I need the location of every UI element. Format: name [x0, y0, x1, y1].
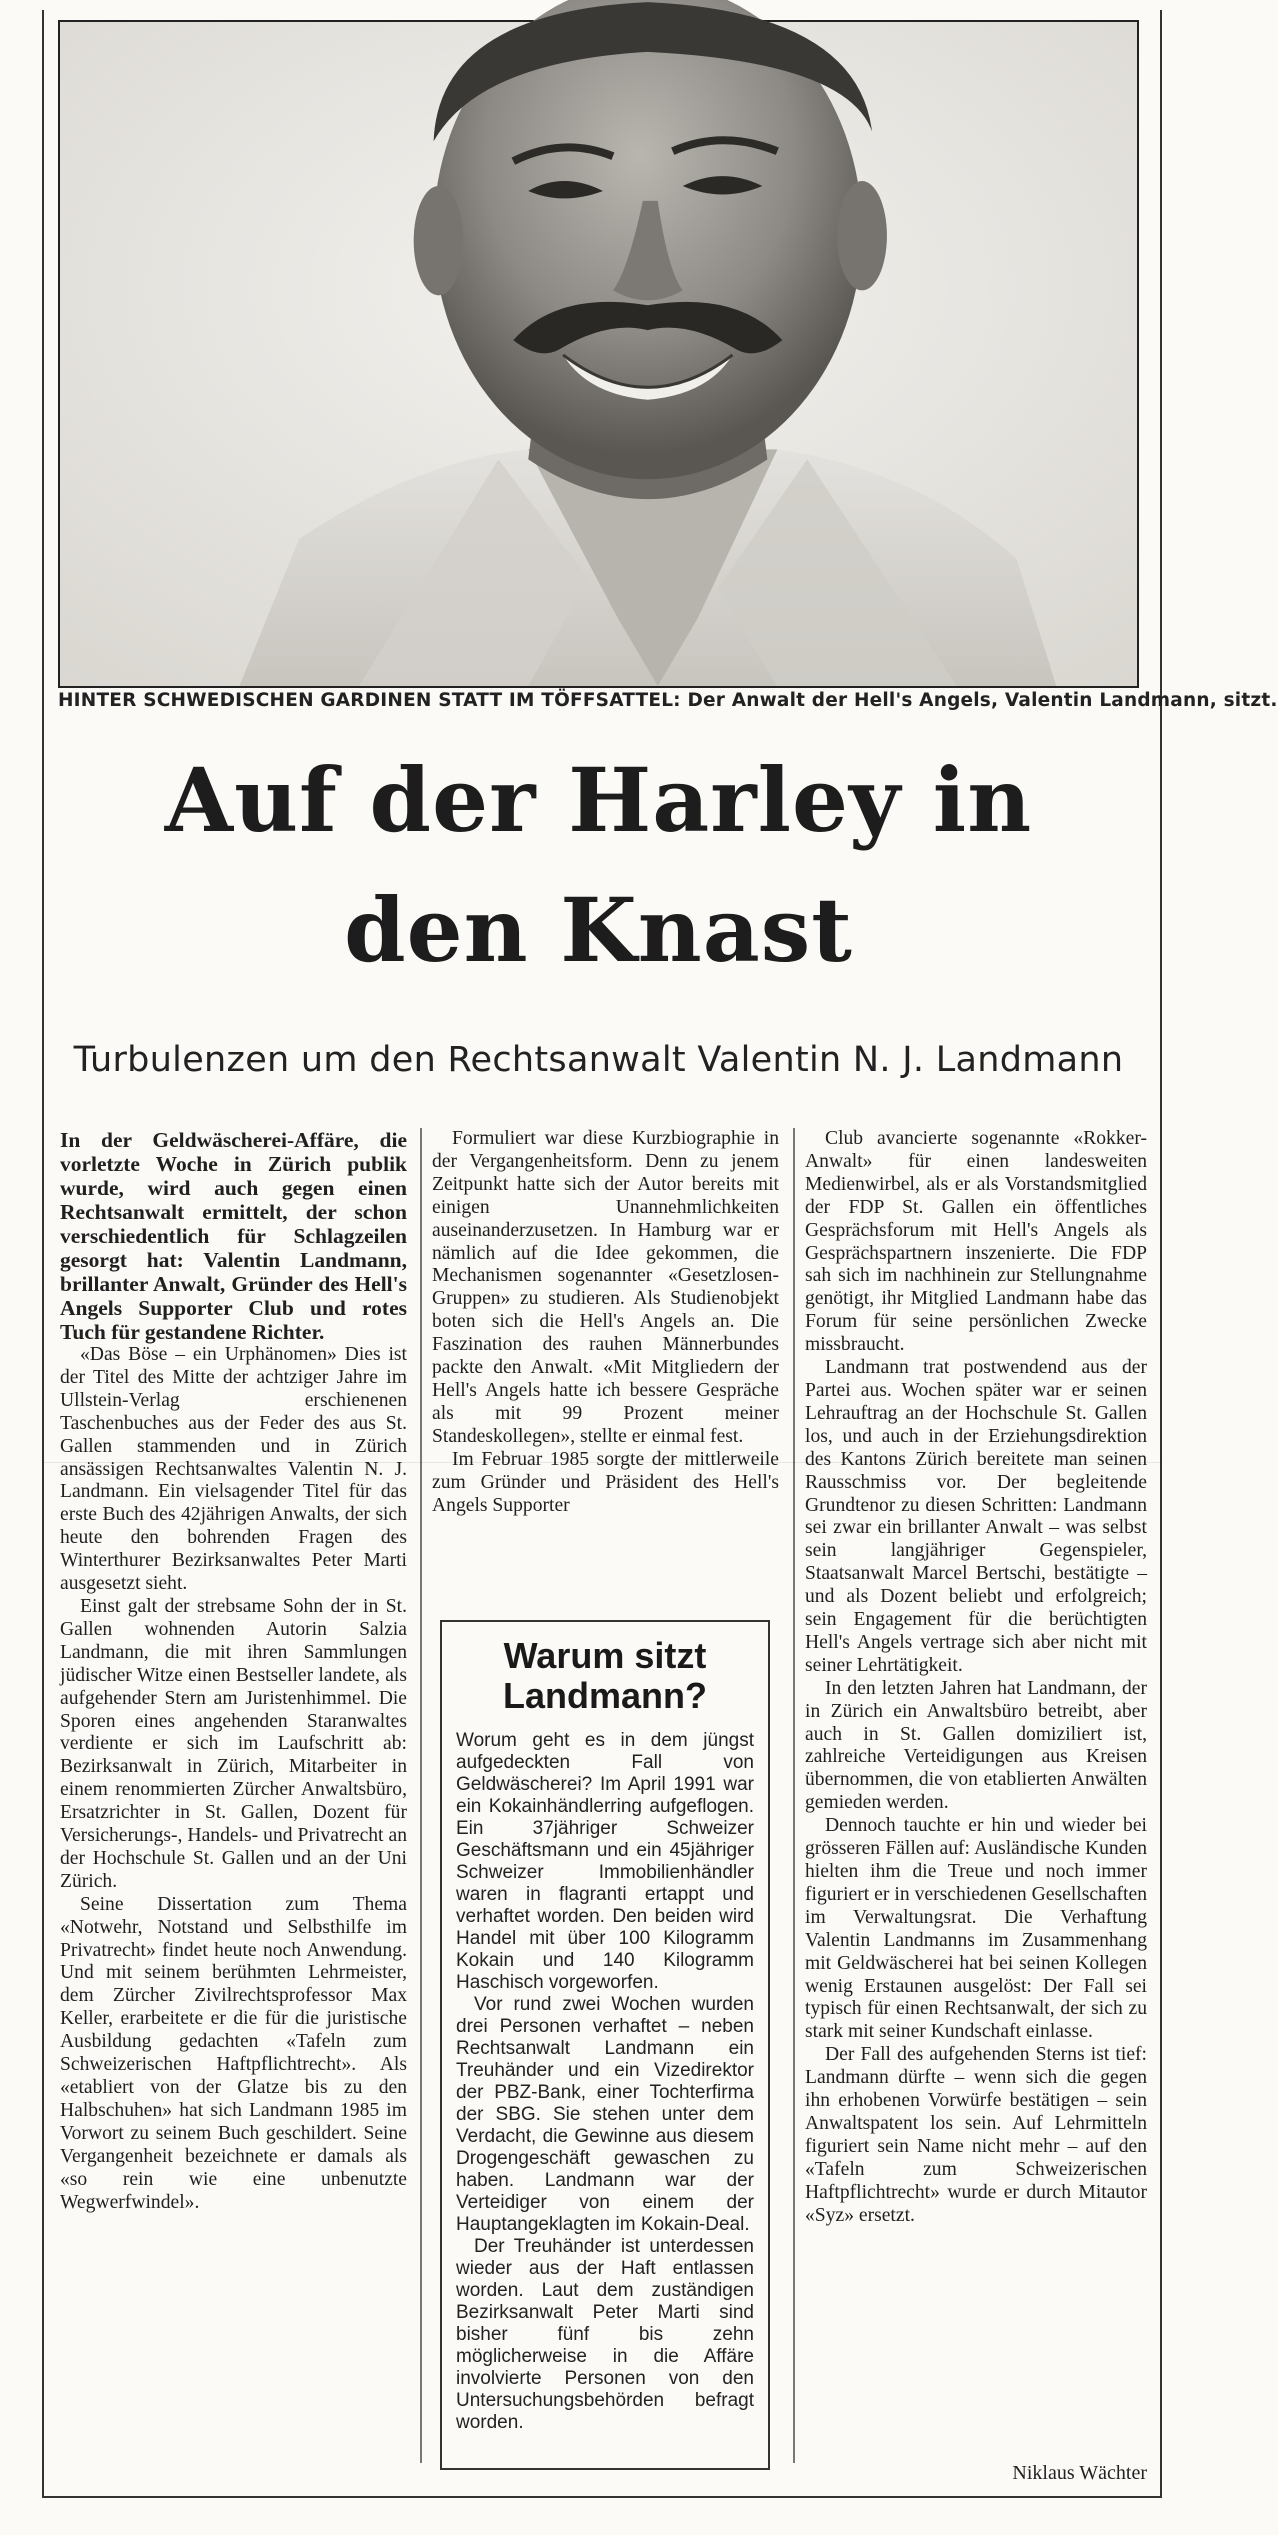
sidebar-paragraph: Der Treuhänder ist unterdessen wieder aus der Haft entlassen worden. Laut dem zuständigen Bezirksanwalt Peter Marti sind bisher fünf bis zehn möglicherweise in die Affäre involvierte Personen von den Untersuchungsbehörden befragt worden.: [456, 2236, 754, 2433]
caption-lead: HINTER SCHWEDISCHEN GARDINEN STATT IM TÖFFSATTEL:: [58, 690, 681, 711]
article-paragraph: Dennoch tauchte er hin und wieder bei grösseren Fällen auf: Ausländische Kunden hielten ihm die Treue und noch immer figuriert er in verschiedenen Gesellschaften im Verwaltungsrat. Die Verhaftung Valentin Landmanns im Zusammenhang mit Geldwäscherei hat bei seinen Kollegen wenig Erstaunen ausgelöst: Der Fall sei typisch für einen Rechtsanwalt, der sich zu stark mit seiner Kundschaft einlasse.: [805, 1815, 1147, 2043]
article-paragraph: Club avancierte sogenannte «Rokker-Anwalt» für einen landesweiten Medienwirbel, als er als Vorstandsmitglied der FDP St. Gallen ein öffentliches Gesprächsforum mit Hell's Angels als Gesprächspartnern inszenierte. Die FDP sah sich im nachhinein zur Stellungnahme genötigt, ihr Mitglied Landmann habe das Forum für seine persönlichen Zwecke missbraucht.: [805, 1128, 1147, 1356]
article-paragraph: Im Februar 1985 sorgte der mittlerweile zum Gründer und Präsident des Hell's Angels Supporter: [432, 1448, 779, 1516]
article-paragraph: Der Fall des aufgehenden Sterns ist tief: Landmann dürfte – wenn sich die gegen ihn erhobenen Vorwürfe bestätigen – sein Anwaltspatent los sein. Auf Lehrmitteln figuriert sein Name nicht mehr – auf den «Tafeln zum Schweizerischen Haftpflichtrecht» wurde er durch Mitautor «Syz» ersetzt.: [805, 2044, 1147, 2226]
column-rule-1: [420, 1128, 422, 2463]
headline: [58, 735, 1139, 995]
headline-line-1: Auf der Harley in: [164, 748, 1033, 852]
fold-line: [42, 1462, 1162, 1463]
article-paragraph: Seine Dissertation zum Thema «Notwehr, Notstand und Selbsthilfe im Privatrecht» findet heute noch Anwendung. Und mit seinem berühmten Lehrmeister, dem Zürcher Zivilrechtsprofessor Max Keller, erarbeitete er die für die juristische Ausbildung gedachten «Tafeln zum Schweizerischen Haftpflichtrecht». Als «etabliert von der Glatze bis zu den Halbschuhen» hat sich Landmann 1985 im Vorwort zu seinem Buch geschildert. Seine Vergangenheit bezeichnete er damals als «so rein wie eine unbenutzte Wegwerfwindel».: [60, 1893, 407, 2213]
article-column-1: [60, 1128, 407, 2214]
article-paragraph: Einst galt der strebsame Sohn der in St. Gallen wohnenden Autorin Salzia Landmann, die mit ihren Sammlungen jüdischer Witze einen Bestseller landete, als aufgehender Stern am Juristenhimmel. Die Sporen eines angehenden Staranwaltes verdiente er sich im Laufschritt ab: Bezirksanwalt in Zürich, Mitarbeiter in einem renommierten Zürcher Anwaltsbüro, Ersatzrichter in St. Gallen, Dozent für Versicherungs-, Handels- und Privatrecht an der Hochschule St. Gallen und an der Uni Zürich.: [60, 1595, 407, 1892]
article-column-3: [805, 1128, 1147, 2228]
article-paragraph: Landmann trat postwendend aus der Partei aus. Wochen später war er seinen Lehrauftrag an der Hochschule St. Gallen los, und auch in der Erziehungsdirektion des Kantons Zürich bereitete man seinen Rausschmiss vor. Der begleitende Grundtenor zu diesen Schritten: Landmann sei zwar ein brillanter Anwalt – was selbst sein langjähriger Gegenspieler, Staatsanwalt Marcel Bertschi, bestätigte – und als Dozent beliebt und erfolgreich; sein Engagement für die berüchtigten Hell's Angels vertrage sich aber nicht mit seiner Lehrtätigkeit.: [805, 1357, 1147, 1676]
article-column-2: [432, 1128, 779, 1517]
sidebar-box: [440, 1620, 770, 2470]
subheadline: Turbulenzen um den Rechtsanwalt Valentin N. J. Landmann: [73, 1040, 1124, 1080]
photo-caption: [58, 690, 1278, 718]
headline-line-2: den Knast: [344, 878, 853, 982]
portrait-photo: [58, 20, 1139, 688]
portrait-image: [60, 22, 1137, 686]
article-paragraph: Formuliert war diese Kurzbiographie in der Vergangenheitsform. Denn zu jenem Zeitpunkt hatte sich der Autor bereits mit einigen Unannehmlichkeiten auseinanderzusetzen. In Hamburg war er nämlich auf die Idee gekommen, die Mechanismen sogenannter «Gesetzlosen-Gruppen» zu studieren. Als Studienobjekt boten sich die Hell's Angels an. Die Faszination des rauhen Männerbundes packte den Anwalt. «Mit Mitgliedern der Hell's Angels hatte ich bessere Gespräche als mit 99 Prozent meiner Standeskollegen», stellte er einmal fest.: [432, 1128, 779, 1447]
caption-text: Der Anwalt der Hell's Angels, Valentin Landmann, sitzt.: [687, 690, 1278, 711]
article-intro: In der Geldwäscherei-Affäre, die vorletzte Woche in Zürich publik wurde, wird auch gegen einen Rechtsanwalt ermittelt, der schon verschiedentlich für Schlagzeilen gesorgt hat: Valentin Landmann, brillanter Anwalt, Gründer des Hell's Angels Supporter Club und rotes Tuch für gestandene Richter.: [60, 1128, 407, 1344]
sidebar-paragraph: Vor rund zwei Wochen wurden drei Personen verhaftet – neben Rechtsanwalt Landmann ein Treuhänder und ein Vizedirektor der PBZ-Bank, einer Tochterfirma der SBG. Sie stehen unter dem Verdacht, die Gewinne aus diesem Drogengeschäft gewaschen zu haben. Landmann war der Verteidiger von einem der Hauptangeklagten im Kokain-Deal.: [456, 1994, 754, 2235]
sidebar-paragraph: Worum geht es in dem jüngst aufgedeckten Fall von Geldwäscherei? Im April 1991 war ein Kokainhändlerring aufgeflogen. Ein 37jähriger Schweizer Geschäftsmann und ein 45jähriger Schweizer Immobilienhändler waren in flagranti ertappt und verhaftet worden. Den beiden wird Handel mit über 100 Kilogramm Kokain und 140 Kilogramm Haschisch vorgeworfen.: [456, 1730, 754, 1993]
sidebar-title: Warum sitzt Landmann?: [503, 1635, 707, 1716]
article-paragraph: In den letzten Jahren hat Landmann, der in Zürich ein Anwaltsbüro betreibt, aber auch in St. Gallen domiziliert ist, zahlreiche Verteidigungen aus Kreisen übernommen, die von etablierten Anwälten gemieden werden.: [805, 1677, 1147, 1814]
author-byline: Niklaus Wächter: [1012, 2462, 1147, 2484]
column-rule-2: [793, 1128, 795, 2463]
article-paragraph: «Das Böse – ein Urphänomen» Dies ist der Titel des Mitte der achtziger Jahre im Ullstein-Verlag erschienenen Taschenbuches aus der Feder des aus St. Gallen stammenden und in Zürich ansässigen Rechtsanwaltes Valentin N. J. Landmann. Ein vielsagender Titel für das erste Buch des 42jährigen Anwalts, der sich heute den bohrenden Fragen des Winterthurer Bezirksanwaltes Peter Marti ausgesetzt sieht.: [60, 1344, 407, 1595]
